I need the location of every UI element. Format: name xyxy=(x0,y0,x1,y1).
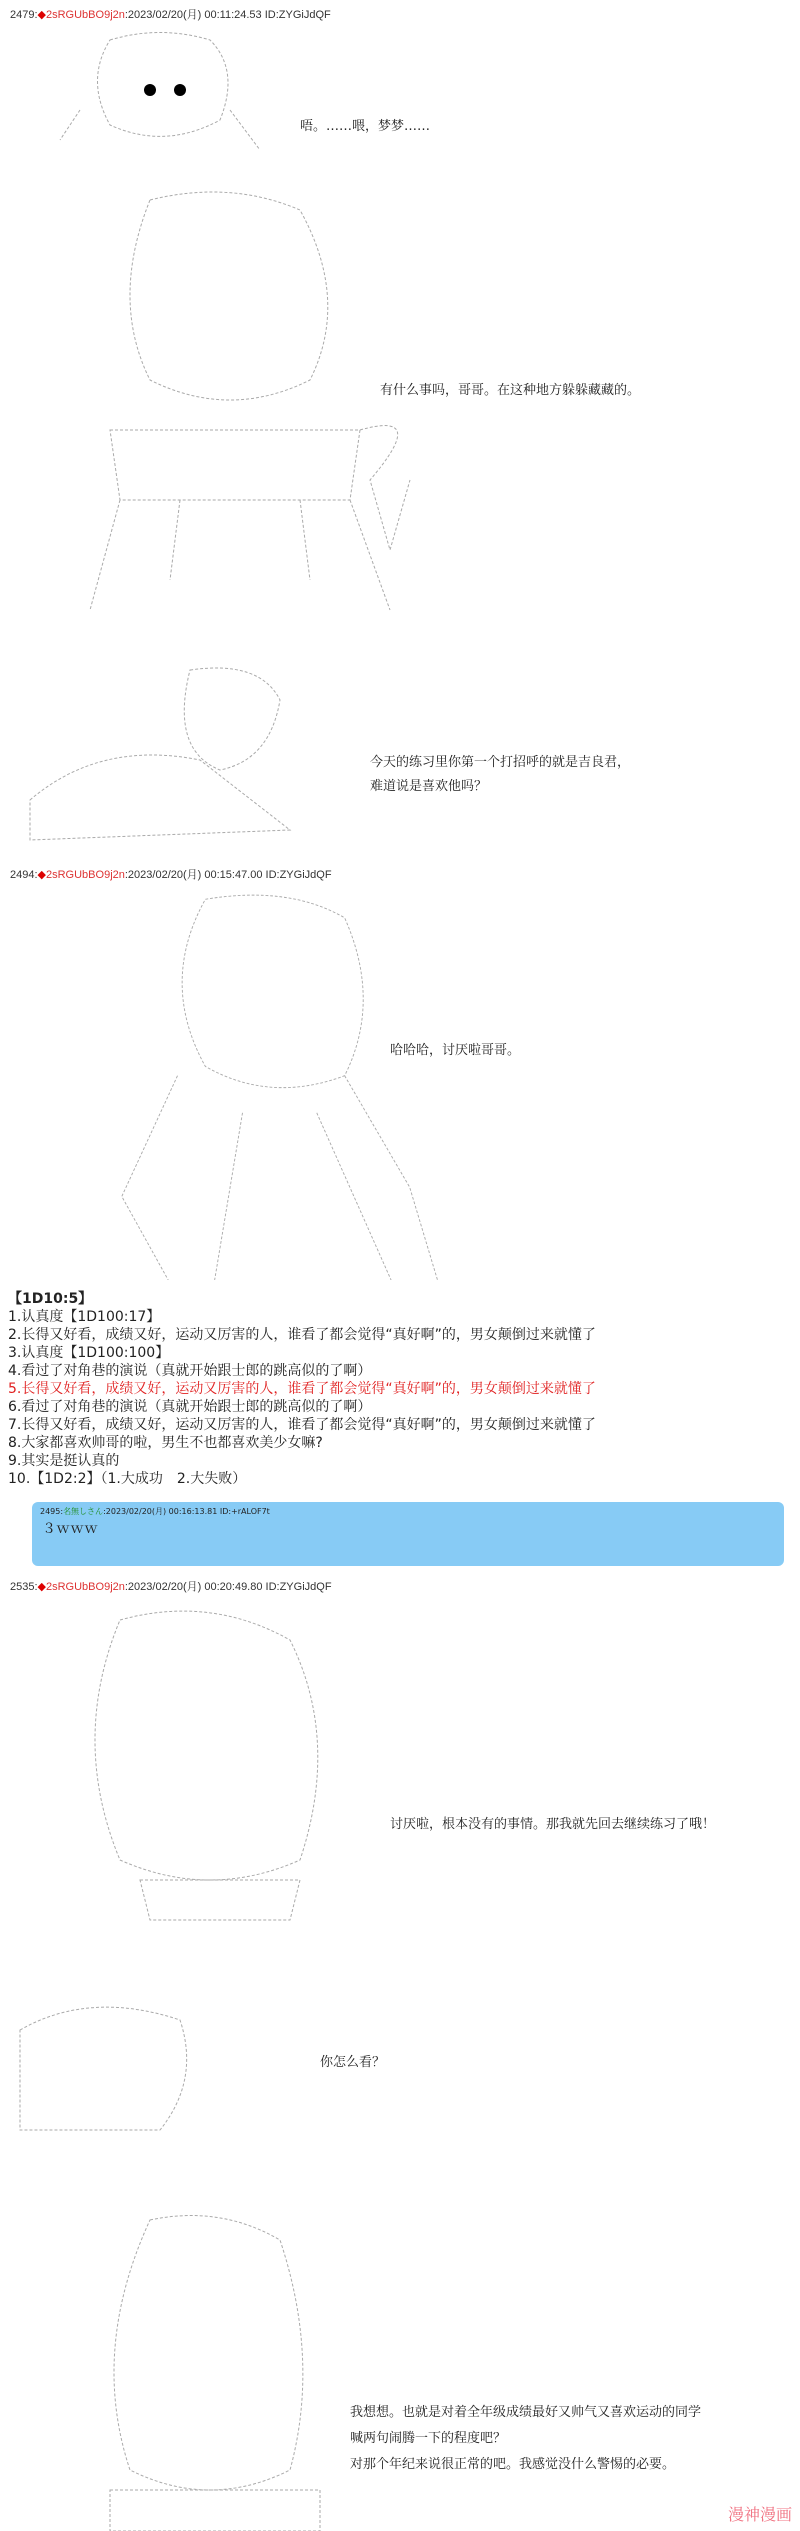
list-item: 7.长得又好看，成绩又好，运动又厉害的人，谁看了都会觉得“真好啊”的，男女颠倒过来就懂了 xyxy=(8,1417,596,1433)
dialogue-line: 难道说是喜欢他吗？ xyxy=(370,779,488,794)
post-trip[interactable]: 2sRGUbBO9j2n xyxy=(46,869,125,881)
ascii-art-character-smiling xyxy=(60,1600,350,1940)
list-item: 6.看过了对角巷的演说（真就开始跟士郎的跳高似的了啊） xyxy=(8,1399,372,1415)
diamond-icon: ◆ xyxy=(37,869,46,881)
list-item-selected: 5.长得又好看，成绩又好，运动又厉害的人，谁看了都会觉得“真好啊”的，男女颠倒过来就懂了 xyxy=(8,1381,596,1397)
watermark: 漫神漫画 xyxy=(727,2505,792,2524)
list-item: 9.其实是挺认真的 xyxy=(8,1453,120,1469)
post-number: 2535: xyxy=(10,1581,38,1593)
post-header xyxy=(10,6,331,22)
dialogue-line: 我想想。也就是对着全年级成绩最好又帅气又喜欢运动的同学 xyxy=(350,2405,702,2420)
post-number: 2494: xyxy=(10,869,38,881)
post-header xyxy=(10,1578,332,1594)
reply-header xyxy=(40,1506,270,1517)
list-item: 4.看过了对角巷的演说（真就开始跟士郎的跳高似的了啊） xyxy=(8,1363,372,1379)
post-number: 2479: xyxy=(10,9,38,21)
reply-name: 名無しさん xyxy=(63,1507,104,1516)
list-item: 8.大家都喜欢帅哥的啦，男生不也都喜欢美少女嘛? xyxy=(8,1435,323,1451)
reply-number: 2495: xyxy=(40,1507,64,1516)
post-trip[interactable]: 2sRGUbBO9j2n xyxy=(46,1581,125,1593)
dice-result-list xyxy=(8,1290,596,1488)
list-item: 10.【1D2:2】（1.大成功 2.大失败） xyxy=(8,1471,247,1487)
list-item: 1.认真度【1D100:17】 xyxy=(8,1309,161,1325)
dialogue-line: 有什么事吗，哥哥。在这种地方躲躲藏藏的。 xyxy=(380,383,641,398)
dialogue-line: 对那个年纪来说很正常的吧。我感觉没什么警惕的必要。 xyxy=(350,2457,676,2472)
list-item: 【1D10:5】 xyxy=(8,1291,93,1307)
post-meta: :2023/02/20(月) 00:11:24.53 ID:ZYGiJdQF xyxy=(124,9,331,21)
list-item: 2.长得又好看，成绩又好，运动又厉害的人，谁看了都会觉得“真好啊”的，男女颠倒过来就懂了 xyxy=(8,1327,596,1343)
dialogue-line: 你怎么看？ xyxy=(320,2055,386,2070)
ascii-art-character-face xyxy=(50,30,280,160)
post-meta: :2023/02/20(月) 00:15:47.00 ID:ZYGiJdQF xyxy=(124,869,332,881)
diamond-icon: ◆ xyxy=(37,9,46,21)
dialogue-line: 讨厌啦，根本没有的事情。那我就先回去继续练习了哦！ xyxy=(390,1817,716,1832)
reply-meta: :2023/02/20(月) 00:16:13.81 ID:+rALOF7t xyxy=(103,1507,270,1516)
list-item: 3.认真度【1D100:100】 xyxy=(8,1345,170,1361)
post-trip[interactable]: 2sRGUbBO9j2n xyxy=(46,9,125,21)
diamond-icon: ◆ xyxy=(37,1581,46,1593)
reply-body: ３ｗｗｗ xyxy=(42,1521,98,1537)
ascii-art-character-thinking xyxy=(70,2210,340,2531)
post-header xyxy=(10,866,332,882)
post-meta: :2023/02/20(月) 00:20:49.80 ID:ZYGiJdQF xyxy=(124,1581,332,1593)
ascii-art-character-laughing xyxy=(90,890,460,1280)
dialogue-line: 喊两句闹腾一下的程度吧？ xyxy=(350,2431,507,2446)
ascii-art-character-partial xyxy=(10,1990,200,2140)
dialogue-line: 哈哈哈，讨厌啦哥哥。 xyxy=(390,1043,521,1058)
dialogue-line: 今天的练习里你第一个打招呼的就是吉良君， xyxy=(370,755,631,770)
dialogue-line: 唔。……喂，梦梦…… xyxy=(300,119,431,134)
ascii-art-character-lying xyxy=(20,650,350,850)
reply-box xyxy=(32,1502,784,1566)
